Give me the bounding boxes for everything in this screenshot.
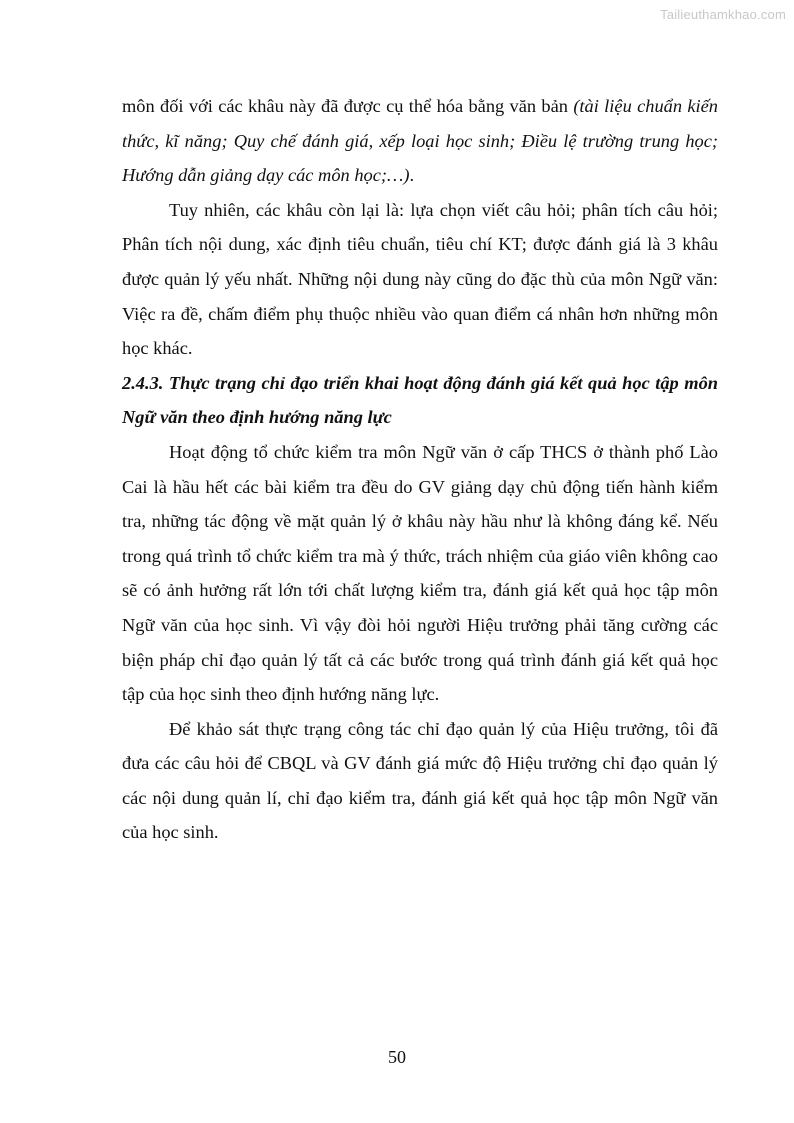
watermark-text: Tailieuthamkhao.com — [660, 7, 786, 22]
paragraph-intro-italic: (tài liệu chuẩn kiến thức, kĩ năng; Quy chế đánh giá, xếp loại học sinh; Điều lệ trường trung học; Hướng dẫn giảng dạy các môn học;…) — [122, 96, 718, 186]
paragraph-intro-text: môn đối với các khâu này đã được cụ thể hóa bằng văn bản — [122, 96, 574, 116]
page-number: 50 — [388, 1047, 406, 1067]
paragraph-testing-activity: Hoạt động tổ chức kiểm tra môn Ngữ văn ở cấp THCS ở thành phố Lào Cai là hầu hết các bài kiểm tra đều do GV giảng dạy chủ động tiến hành kiểm tra, những tác động về mặt quản lý ở khâu này hầu như là không đáng kể. Nếu trong quá trình tổ chức kiểm tra mà ý thức, trách nhiệm của giáo viên không cao sẽ có ảnh hưởng rất lớn tới chất lượng kiểm tra, đánh giá kết quả học tập môn Ngữ văn của học sinh. Vì vậy đòi hỏi người Hiệu trưởng phải tăng cường các biện pháp chỉ đạo quản lý tất cả các bước trong quá trình đánh giá kết quả học tập của học sinh theo định hướng năng lực. — [122, 441, 718, 705]
document-body — [122, 89, 718, 850]
section-heading: 2.4.3. Thực trạng chỉ đạo triển khai hoạt động đánh giá kết quả học tập môn Ngữ văn theo định hướng năng lực — [122, 372, 718, 428]
paragraph-intro — [122, 89, 718, 193]
paragraph-intro-end: . — [409, 165, 415, 186]
paragraph-survey: Để khảo sát thực trạng công tác chỉ đạo quản lý của Hiệu trưởng, tôi đã đưa các câu hỏi để CBQL và GV đánh giá mức độ Hiệu trưởng chỉ đạo quản lý các nội dung quản lí, chỉ đạo kiểm tra, đánh giá kết quả học tập môn Ngữ văn của học sinh. — [122, 718, 718, 843]
paragraph-weak-stages: Tuy nhiên, các khâu còn lại là: lựa chọn viết câu hỏi; phân tích câu hỏi; Phân tích nội dung, xác định tiêu chuẩn, tiêu chí KT; được đánh giá là 3 khâu được quản lý yếu nhất. Những nội dung này cũng do đặc thù của môn Ngữ văn: Việc ra đề, chấm điểm phụ thuộc nhiều vào quan điểm cá nhân hơn những môn học khác. — [122, 199, 718, 359]
